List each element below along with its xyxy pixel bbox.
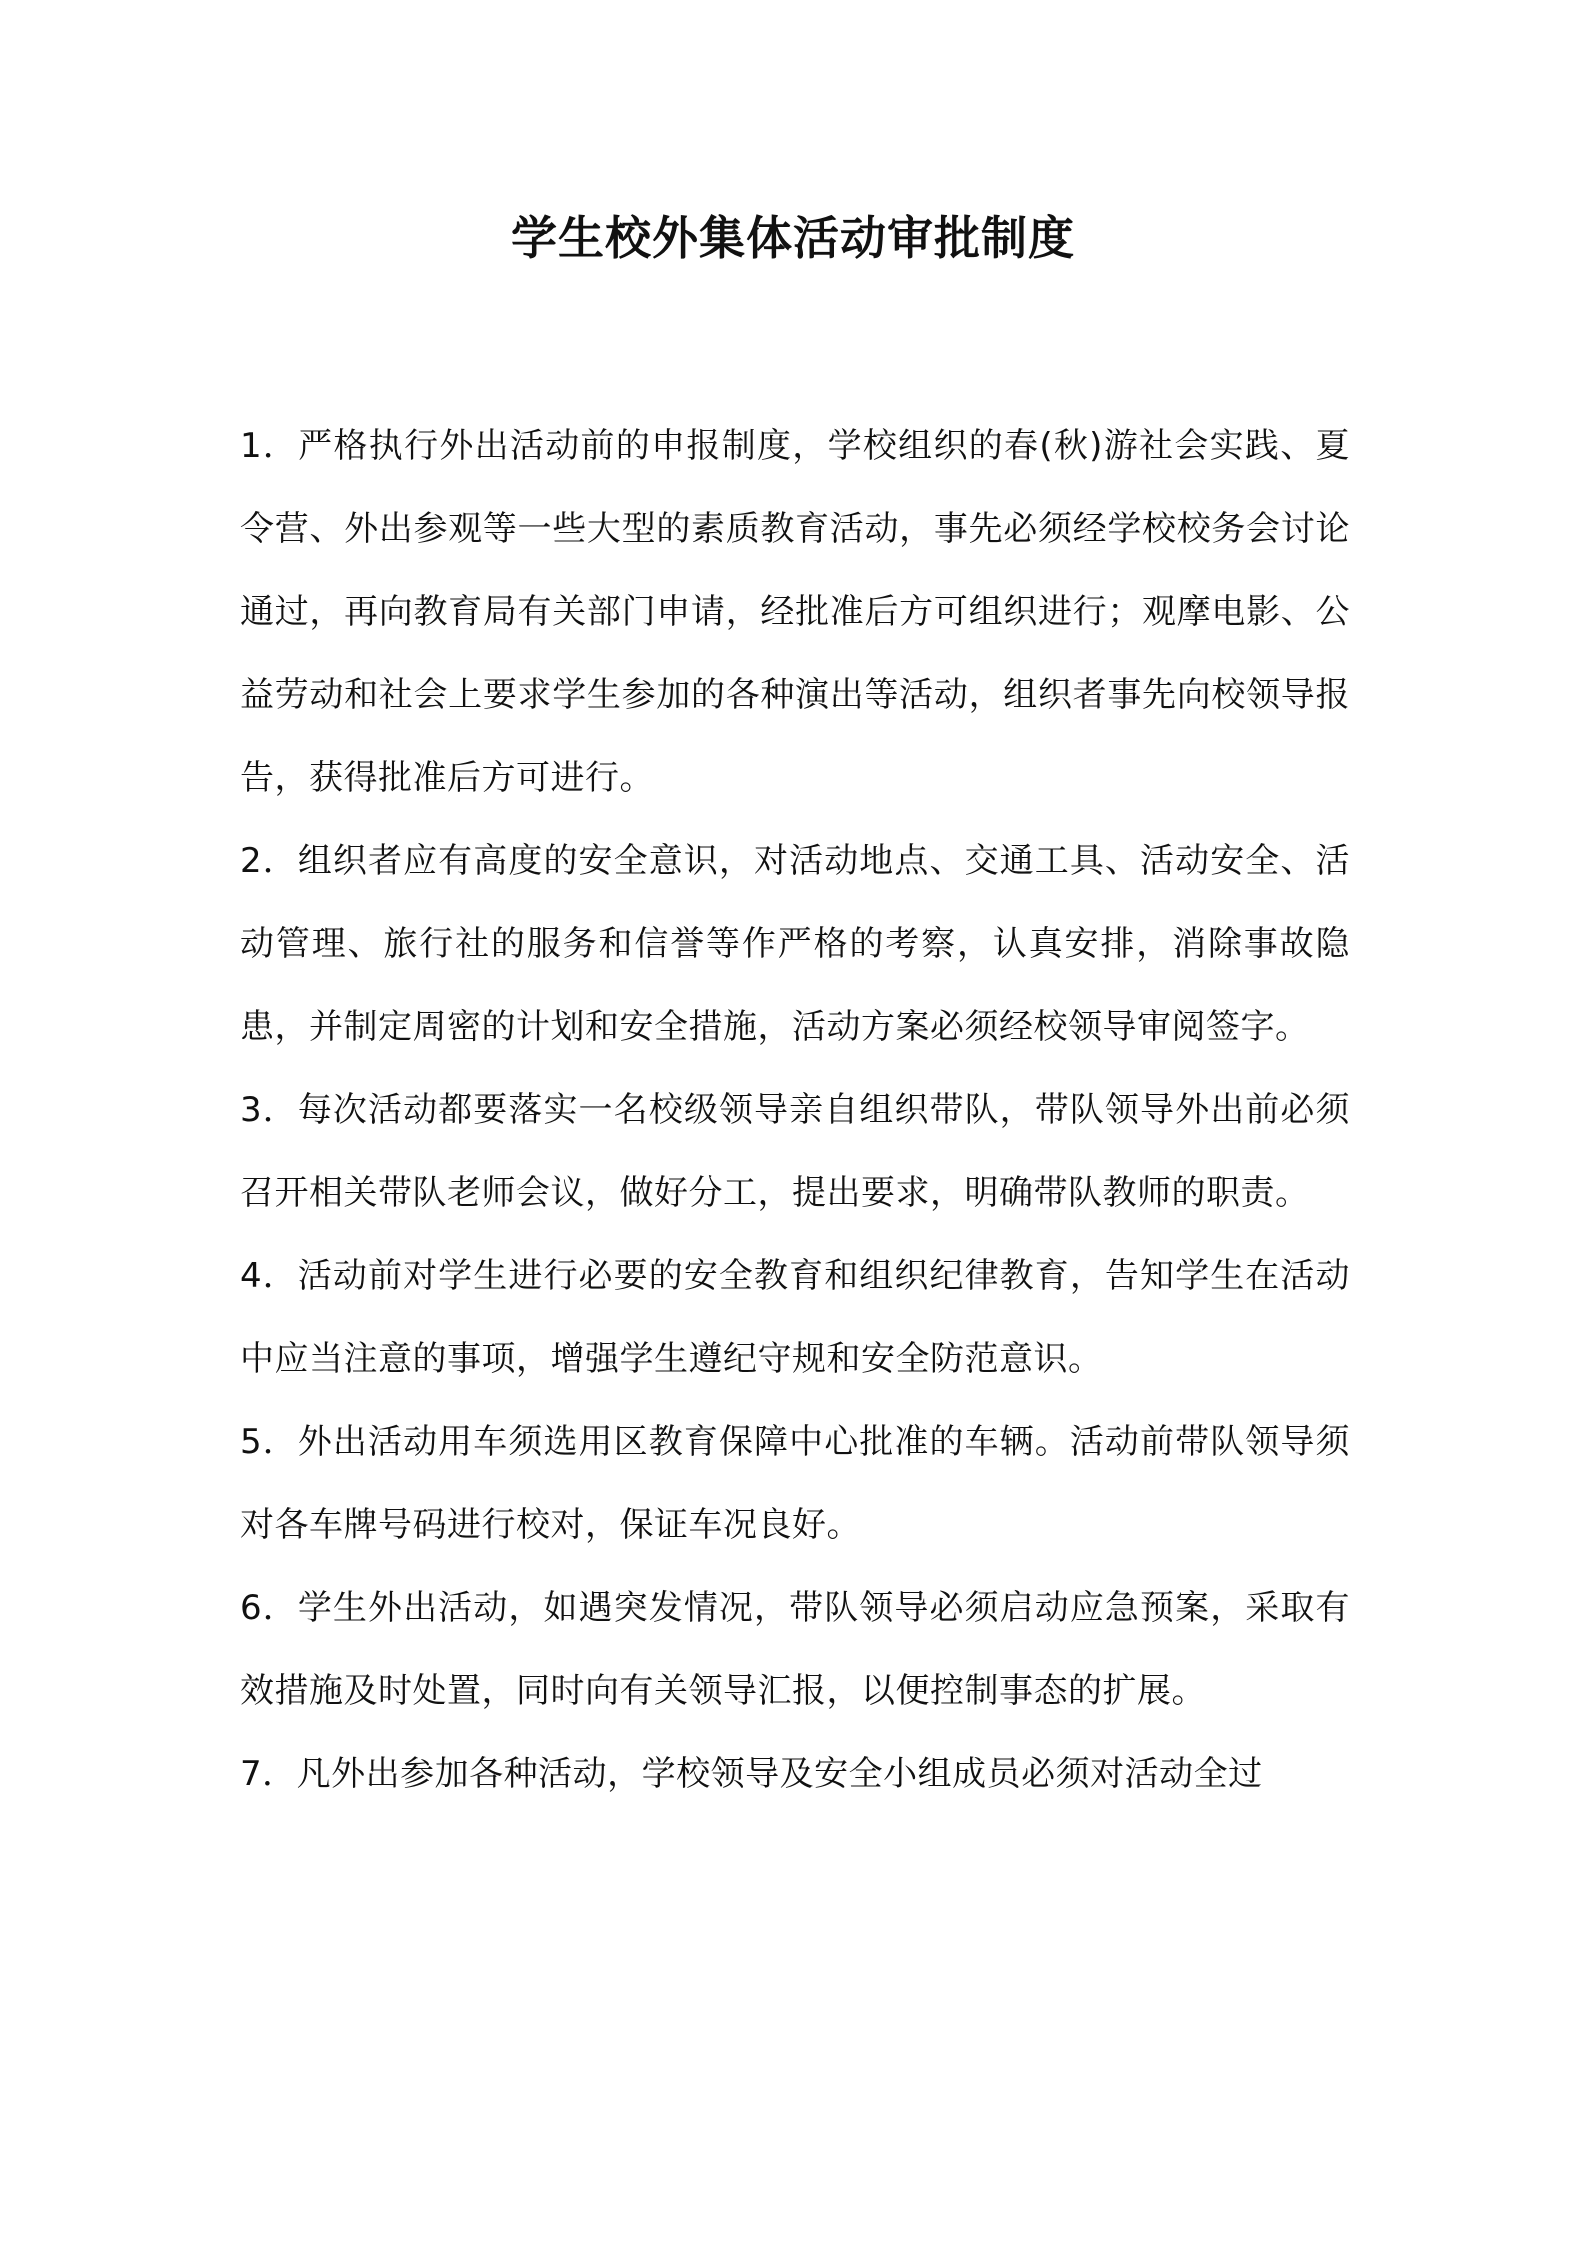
paragraph-4: 4．活动前对学生进行必要的安全教育和组织纪律教育，告知学生在活动中应当注意的事项，增强学生遵纪守规和安全防范意识。 bbox=[240, 1256, 1350, 1379]
document-title: 学生校外集体活动审批制度 bbox=[511, 211, 1075, 265]
paragraph-1: 1．严格执行外出活动前的申报制度，学校组织的春(秋)游社会实践、夏令营、外出参观等一些大型的素质教育活动，事先必须经学校校务会讨论通过，再向教育局有关部门申请，经批准后方可组织进行；观摩电影、公益劳动和社会上要求学生参加的各种演出等活动，组织者事先向校领导报告，获得批准后方可进行。 bbox=[240, 426, 1350, 798]
paragraph-5: 5．外出活动用车须选用区教育保障中心批准的车辆。活动前带队领导须对各车牌号码进行校对，保证车况良好。 bbox=[240, 1422, 1350, 1545]
paragraph-2: 2．组织者应有高度的安全意识，对活动地点、交通工具、活动安全、活动管理、旅行社的服务和信誉等作严格的考察，认真安排，消除事故隐患，并制定周密的计划和安全措施，活动方案必须经校领导审阅签字。 bbox=[240, 841, 1350, 1047]
paragraph-7: 7．凡外出参加各种活动，学校领导及安全小组成员必须对活动全过 bbox=[240, 1754, 1263, 1794]
paragraph-6: 6．学生外出活动，如遇突发情况，带队领导必须启动应急预案，采取有效措施及时处置，同时向有关领导汇报，以便控制事态的扩展。 bbox=[240, 1588, 1350, 1711]
paragraph-3: 3．每次活动都要落实一名校级领导亲自组织带队，带队领导外出前必须召开相关带队老师会议，做好分工，提出要求，明确带队教师的职责。 bbox=[240, 1090, 1350, 1213]
document-body bbox=[240, 405, 1350, 1816]
